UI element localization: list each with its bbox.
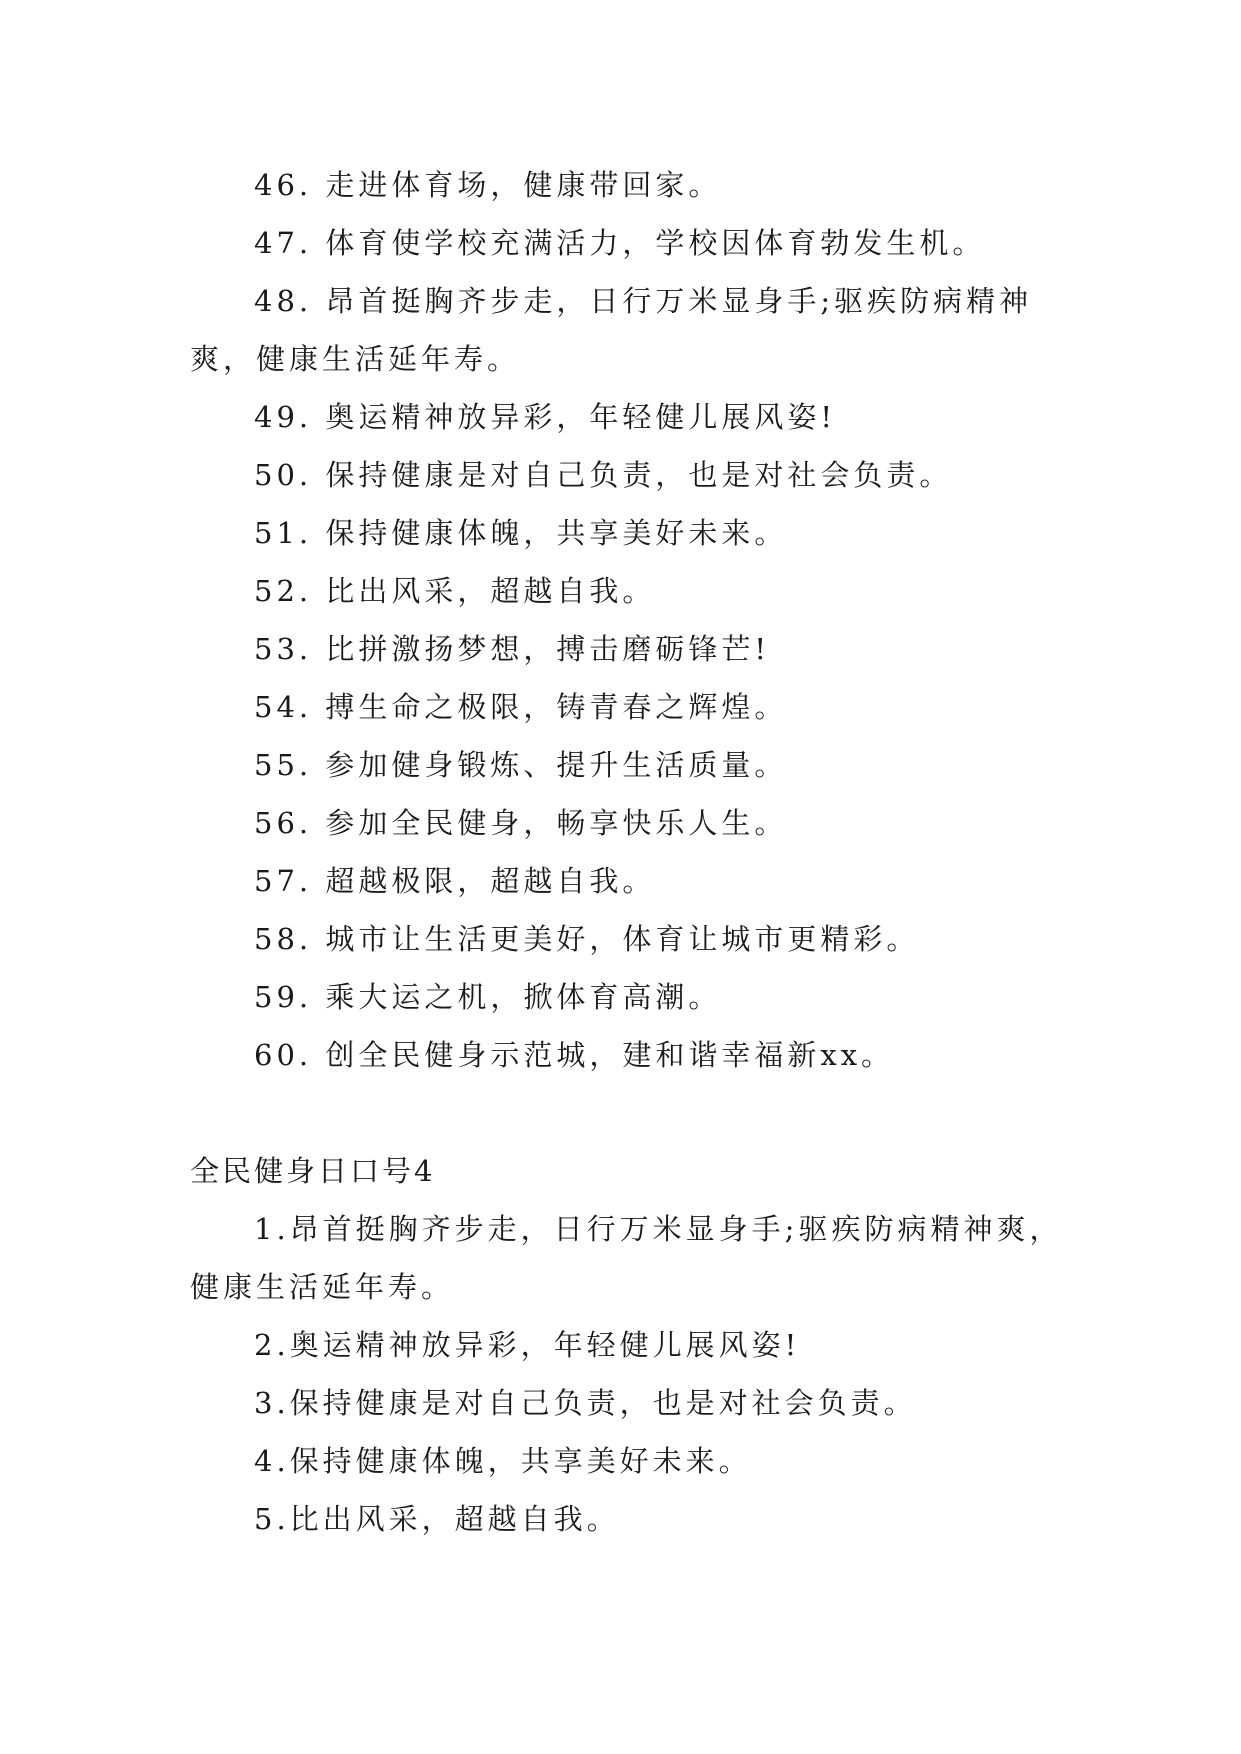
- list-item: 50. 保持健康是对自己负责，也是对社会负责。: [254, 458, 953, 492]
- list-item: 52. 比出风采，超越自我。: [254, 574, 656, 608]
- list-item: 46. 走进体育场，健康带回家。: [254, 168, 722, 202]
- list-item-continuation: 爽，健康生活延年寿。: [190, 342, 521, 376]
- list-item: 3.保持健康是对自己负责，也是对社会负责。: [254, 1386, 917, 1420]
- section-spacer: [190, 1084, 1060, 1142]
- list-item: 49. 奥运精神放异彩，年轻健儿展风姿!: [254, 400, 836, 434]
- list-item: 51. 保持健康体魄，共享美好未来。: [254, 516, 788, 550]
- document-body: [190, 156, 1063, 1548]
- list-item: 58. 城市让生活更美好，体育让城市更精彩。: [254, 922, 920, 956]
- list-item: 4.保持健康体魄，共享美好未来。: [254, 1444, 752, 1478]
- list-item: 2.奥运精神放异彩，年轻健儿展风姿!: [254, 1328, 801, 1362]
- list-item: 54. 搏生命之极限，铸青春之辉煌。: [254, 690, 788, 724]
- list-item: 59. 乘大运之机，掀体育高潮。: [254, 980, 722, 1014]
- list-item-continuation: 健康生活延年寿。: [190, 1270, 455, 1304]
- list-item: 56. 参加全民健身，畅享快乐人生。: [254, 806, 788, 840]
- list-item: 5.比出风采，超越自我。: [254, 1502, 620, 1536]
- list-item: 1.昂首挺胸齐步走，日行万米显身手;驱疾防病精神爽，: [254, 1212, 1063, 1246]
- list-item: 47. 体育使学校充满活力，学校因体育勃发生机。: [254, 226, 986, 260]
- section-heading: 全民健身日口号4: [190, 1154, 436, 1188]
- list-item: 57. 超越极限，超越自我。: [254, 864, 656, 898]
- list-item: 53. 比拼激扬梦想，搏击磨砺锋芒!: [254, 632, 770, 666]
- list-item: 60. 创全民健身示范城，建和谐幸福新xx。: [254, 1038, 895, 1072]
- list-item: 48. 昂首挺胸齐步走，日行万米显身手;驱疾防病精神: [254, 284, 1033, 318]
- list-item: 55. 参加健身锻炼、提升生活质量。: [254, 748, 788, 782]
